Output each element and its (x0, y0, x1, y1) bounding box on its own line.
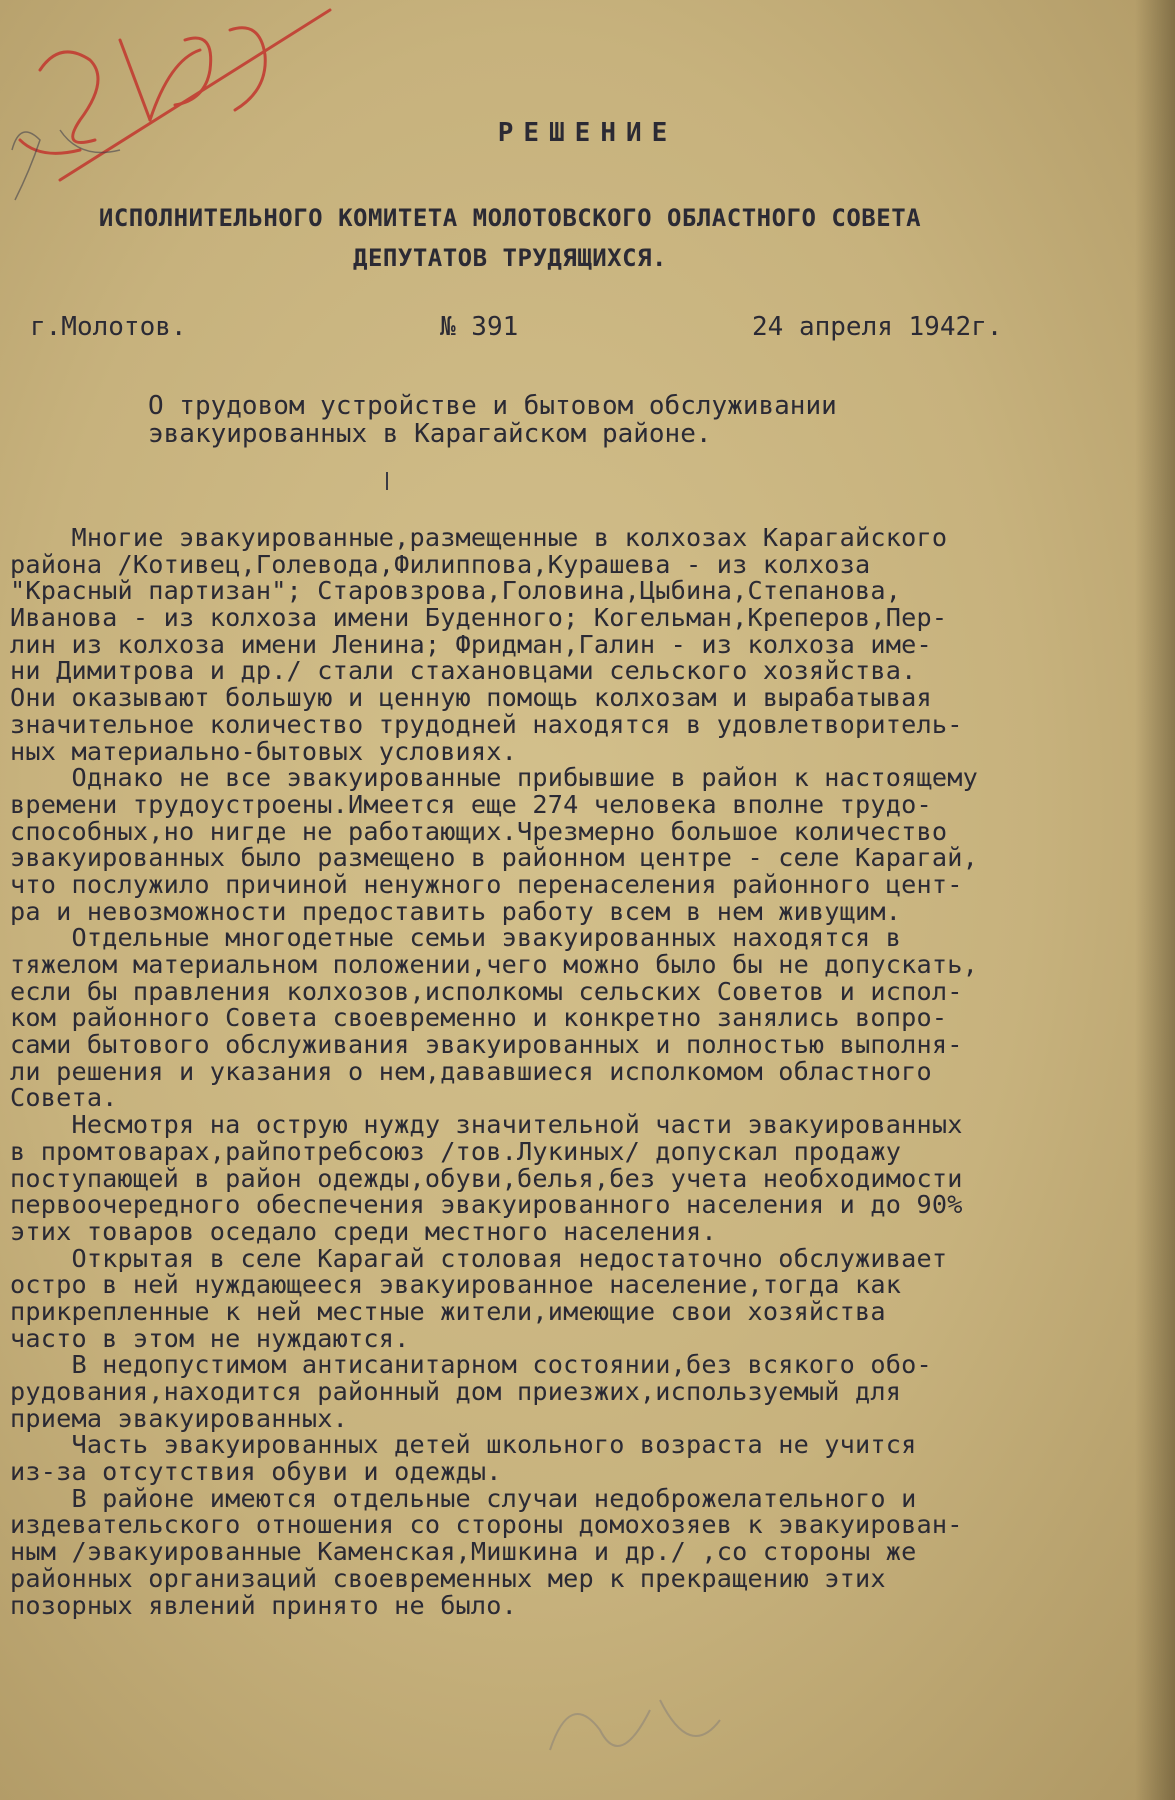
typewriter-tick-mark (386, 472, 388, 490)
body-line: В недопустимом антисанитарном состоянии,без всякого обо- (10, 1350, 932, 1380)
body-line: рудования,находится районный дом приезжих,используемый для (10, 1377, 902, 1406)
body-line: этих товаров оседало среди местного населения. (10, 1216, 717, 1246)
body-line: Совета. (10, 1083, 118, 1113)
body-line: значительное количество трудодней находятся в удовлетворитель- (10, 709, 963, 739)
body-line: Отдельные многодетные семьи эвакуированных находятся в (10, 923, 902, 953)
body-line: Часть эвакуированных детей школьного возраста не учится (10, 1430, 917, 1460)
body-line: из-за отсутствия обуви и одежды. (10, 1457, 502, 1487)
document-topic (148, 392, 1028, 448)
body-line: поступающей в район одежды,обуви,белья,без учета необходимости (10, 1163, 963, 1193)
issuing-body (10, 198, 1010, 278)
topic-line-1: О трудовом устройстве и бытовом обслуживании (148, 391, 837, 421)
body-line: Иванова - из колхоза имени Буденного; Когельман,Креперов,Пер- (10, 603, 948, 633)
body-line: приема эвакуированных. (10, 1403, 349, 1433)
body-line: в промтоварах,райпотребсоюз /тов.Лукиных/ допускал продажу (10, 1136, 902, 1166)
body-line: ра и невозможности предоставить работу всем в нем живущим. (10, 896, 902, 926)
body-line: ли решения и указания о нем,дававшиеся исполкомом областного (10, 1056, 932, 1086)
document-number: № 391 (440, 312, 519, 342)
body-line: Однако не все эвакуированные прибывшие в район к настоящему (10, 763, 978, 793)
body-line: лин из колхоза имени Ленина; Фридман,Галин - из колхоза име- (10, 629, 932, 659)
body-line: остро в ней нуждающееся эвакуированное население,тогда как (10, 1270, 902, 1300)
body-line: районных организаций своевременных мер к прекращению этих (10, 1563, 886, 1593)
issuing-body-line-2: ДЕПУТАТОВ ТРУДЯЩИХСЯ. (353, 244, 667, 272)
body-line: способных,но нигде не работающих.Чрезмерно большое количество (10, 816, 948, 846)
body-line: ком районного Совета своевременно и конкретно занялись вопро- (10, 1003, 948, 1033)
issuing-body-line-1: ИСПОЛНИТЕЛЬНОГО КОМИТЕТА МОЛОТОВСКОГО ОБЛАСТНОГО СОВЕТА (98, 204, 922, 232)
body-line: сами бытового обслуживания эвакуированных и полностью выполня- (10, 1030, 963, 1060)
body-line: ным /эвакуированные Каменская,Мишкина и др./ ,со стороны же (10, 1537, 917, 1567)
body-line: времени трудоустроены.Имеется еще 274 человека вполне трудо- (10, 789, 932, 819)
body-line: часто в этом не нуждаются. (10, 1323, 410, 1353)
body-line: Многие эвакуированные,размещенные в колхозах Карагайского (10, 523, 948, 552)
body-line: первоочередного обеспечения эвакуированного населения и до 90% (10, 1190, 963, 1220)
document-body (10, 525, 1135, 1619)
body-line: "Красный партизан"; Старовзрова,Головина,Цыбина,Степанова, (10, 576, 902, 606)
body-line: Они оказывают большую и ценную помощь колхозам и вырабатывая (10, 683, 932, 713)
document-date: 24 апреля 1942г. (752, 312, 1003, 342)
body-line: района /Котивец,Голевода,Филиппова,Курашева - из колхоза (10, 549, 871, 579)
body-line: ни Димитрова и др./ стали стахановцами сельского хозяйства. (10, 656, 917, 686)
faint-pencil-mark (540, 1670, 740, 1790)
body-line: что послужило причиной ненужного перенаселения районного цент- (10, 869, 963, 899)
body-line: Открытая в селе Карагай столовая недостаточно обслуживает (10, 1243, 948, 1273)
body-line: издевательского отношения со стороны домохозяев к эвакуирован- (10, 1510, 963, 1540)
body-line: Несмотря на острую нужду значительной части эвакуированных (10, 1110, 963, 1140)
document-city: г.Молотов. (30, 312, 187, 342)
body-line: тяжелом материальном положении,чего можно было бы не допускать, (10, 950, 978, 979)
topic-line-2: эвакуированных в Карагайском районе. (148, 419, 712, 449)
body-line: позорных явлений принято не было. (10, 1590, 518, 1620)
body-line: прикрепленные к ней местные жители,имеющие свои хозяйства (10, 1296, 886, 1326)
body-line: В районе имеются отдельные случаи недоброжелательного и (10, 1483, 917, 1513)
body-line: эвакуированных было размещено в районном центре - селе Карагай, (10, 843, 978, 873)
body-line: если бы правления колхозов,исполкомы сельских Советов и испол- (10, 976, 963, 1006)
body-line: ных материально-бытовых условиях. (10, 736, 518, 766)
page-edge-shadow (1135, 0, 1175, 1800)
document-title: РЕШЕНИЕ (497, 118, 678, 148)
